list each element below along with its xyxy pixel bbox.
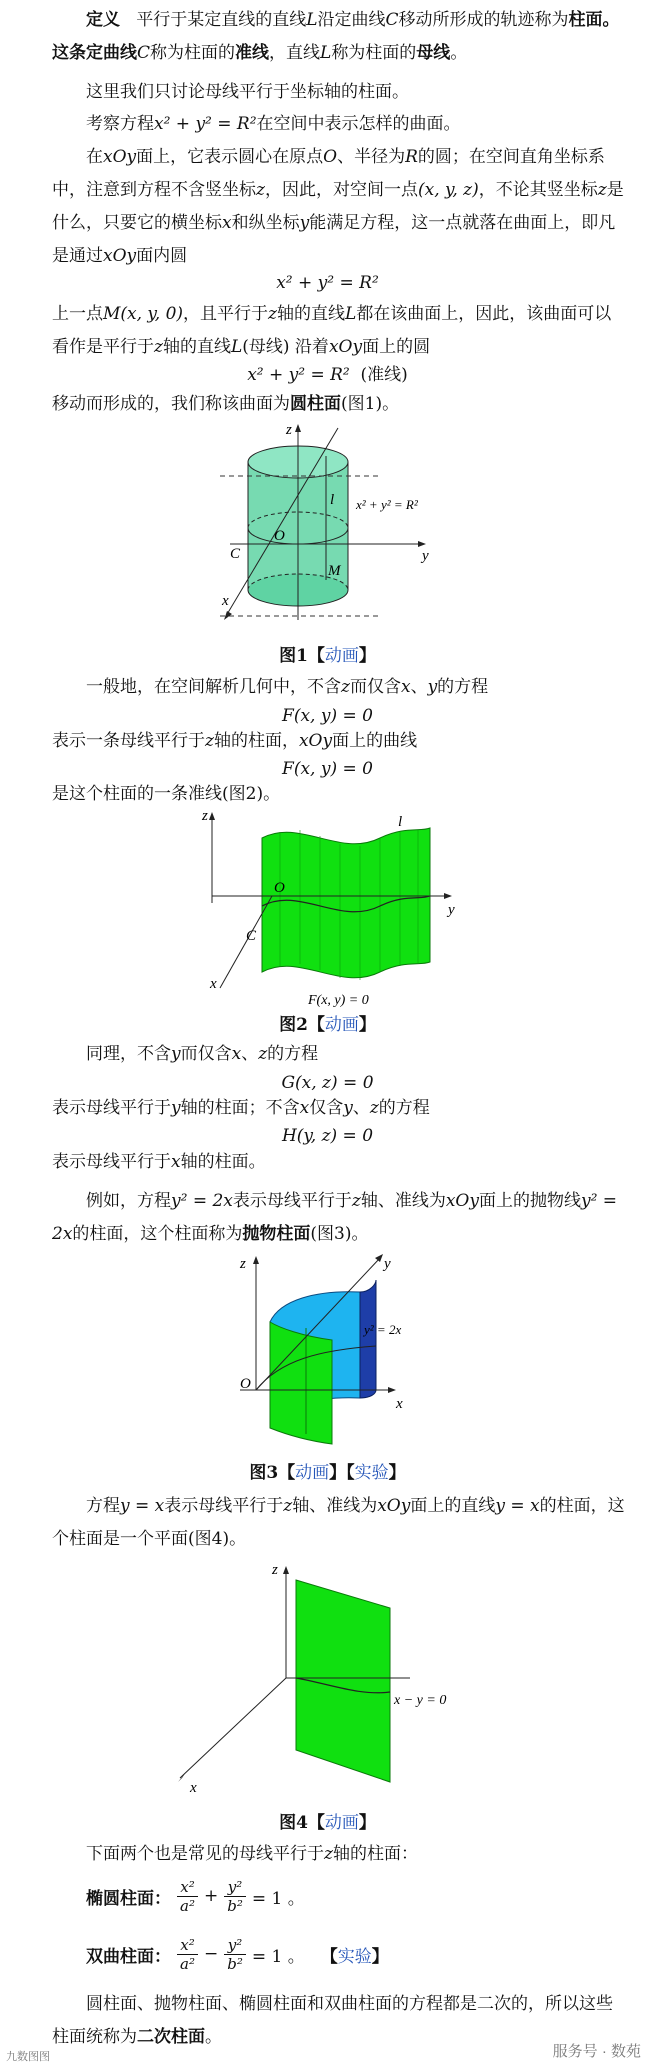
text: 一般地，在空间解析几何中，不含 xyxy=(86,677,341,697)
text: ，因此，对空间一点 xyxy=(264,180,418,200)
animation-link[interactable]: 动画 xyxy=(295,1463,330,1483)
var: x xyxy=(400,677,411,697)
text: 面上的曲线 xyxy=(332,731,418,751)
fig2-surface xyxy=(262,828,430,978)
text: 和纵坐标 xyxy=(231,213,300,233)
figure-1-cylinder xyxy=(200,420,460,640)
var: x xyxy=(231,1044,242,1064)
text: ，且平行于 xyxy=(183,304,269,324)
text: 的方程 xyxy=(437,677,489,697)
text: 在 xyxy=(86,147,103,167)
text: (准线) xyxy=(360,365,408,385)
watermark-left: 九数图图 xyxy=(6,2051,50,2063)
fig3-equation: y² = 2x xyxy=(364,1322,402,1337)
fig4-equation: x − y = 0 xyxy=(394,1693,447,1708)
caption: 图3 xyxy=(249,1463,279,1483)
fig3-right-surface xyxy=(360,1280,376,1398)
equation: G(x, z) = 0 xyxy=(281,1073,374,1093)
var: L xyxy=(345,304,357,324)
figure-4-caption: 图4【动画】 xyxy=(279,1813,376,1833)
figure-3-parabolic-cylinder xyxy=(220,1250,420,1450)
equation: x² + y² = R² xyxy=(154,114,257,134)
fig4-z-label: z xyxy=(272,1562,278,1578)
fraction xyxy=(224,1936,246,1973)
text: 而仅含 xyxy=(180,1044,232,1064)
paragraph xyxy=(52,141,625,273)
var: z xyxy=(597,180,607,200)
paragraph xyxy=(52,1038,625,1071)
text: 表示母线平行于 xyxy=(52,1152,171,1172)
text: ，直线 xyxy=(269,43,321,63)
text: 都在该曲面上，因此，该曲面可以看作是平行于 xyxy=(52,304,612,357)
fraction xyxy=(177,1878,198,1915)
var: z xyxy=(258,1044,268,1064)
term: 圆柱面 xyxy=(290,394,341,414)
figure-1-caption: 图1【动画】 xyxy=(279,646,376,666)
operator: − xyxy=(203,1944,219,1964)
elliptic-cylinder-eq xyxy=(86,1872,305,1920)
text: 同理，不含 xyxy=(86,1044,171,1064)
fig1-equation: x² + y² = R² xyxy=(356,497,418,512)
var: L xyxy=(320,43,332,63)
text: 轴的柱面；不含 xyxy=(180,1098,300,1118)
text: 、 xyxy=(410,677,428,697)
text: 的柱面，这个柱面是一个平面(图4)。 xyxy=(52,1496,625,1549)
paragraph xyxy=(52,1185,625,1251)
var: xOy xyxy=(328,337,363,357)
var: z xyxy=(256,180,265,200)
text: 轴、准线为 xyxy=(360,1191,446,1211)
var: C xyxy=(137,43,151,63)
fig3-O-label: O xyxy=(240,1376,251,1392)
fraction xyxy=(177,1936,198,1973)
text: 表示母线平行于 xyxy=(52,1098,171,1118)
denominator: a² xyxy=(177,1896,198,1915)
var: R xyxy=(405,147,418,167)
fig1-y-label: y xyxy=(422,548,429,564)
equation: y² = 2x xyxy=(52,1191,618,1244)
text: 圆柱面、抛物柱面、椭圆柱面和双曲柱面的方程都是二次的，所以这些柱面统称为 xyxy=(52,1994,613,2047)
experiment-link[interactable]: 实验 xyxy=(337,1946,372,1967)
var: L xyxy=(306,10,318,30)
term-generatrix: 母线 xyxy=(416,43,451,63)
var: z xyxy=(351,1191,361,1211)
equation: x² + y² = R² xyxy=(247,365,350,385)
fig4-x-label: x xyxy=(190,1780,197,1796)
equation: H(y, z) = 0 xyxy=(281,1126,374,1146)
term: 抛物柱面 xyxy=(242,1224,311,1244)
text: 是什么，只要它的横坐标 xyxy=(52,180,624,233)
text: 面上，它表示圆心在原点 xyxy=(136,147,324,167)
text: 称为柱面的 xyxy=(331,43,417,63)
figure-2-caption: 图2【动画】 xyxy=(279,1015,376,1035)
text: 在空间中表示怎样的曲面。 xyxy=(256,114,461,134)
rhs: = 1 。 xyxy=(251,1888,305,1909)
paragraph xyxy=(52,671,625,704)
text: 的方程 xyxy=(378,1098,430,1118)
fig1-z-label: z xyxy=(286,422,292,438)
animation-link[interactable]: 动画 xyxy=(324,1813,359,1833)
text: 考察方程 xyxy=(86,114,154,134)
equation: y = x xyxy=(120,1496,165,1516)
var: xOy xyxy=(445,1191,479,1211)
paragraph xyxy=(52,388,625,421)
denominator: b² xyxy=(224,1954,246,1973)
numerator: x² xyxy=(180,1877,195,1896)
var: x xyxy=(299,1098,310,1118)
var: y xyxy=(171,1044,181,1064)
text: 仅含 xyxy=(309,1098,344,1118)
text: ，不论其竖坐标 xyxy=(478,180,598,200)
fig2-l-label: l xyxy=(398,814,403,830)
var: O xyxy=(323,147,338,167)
numerator: x² xyxy=(180,1935,195,1954)
var: z xyxy=(369,1098,379,1118)
var: x xyxy=(222,213,232,233)
text: 轴的柱面： xyxy=(332,1844,418,1864)
fig2-equation: F(x, y) = 0 xyxy=(308,993,369,1008)
fig3-y-label: y xyxy=(384,1256,391,1272)
text: 表示一条母线平行于 xyxy=(52,731,205,751)
text: 。 xyxy=(450,43,468,63)
paragraph: 这里我们只讨论母线平行于坐标轴的柱面。 xyxy=(86,82,409,102)
caption: 图1 xyxy=(279,646,308,666)
text: 面上的抛物线 xyxy=(478,1191,581,1211)
equation: F(x, y) = 0 xyxy=(282,706,373,726)
denominator: a² xyxy=(177,1954,198,1973)
text: 下面两个也是常见的母线平行于 xyxy=(86,1844,324,1864)
term: 二次柱面 xyxy=(137,2027,205,2047)
text: (母线) 沿着 xyxy=(242,337,329,357)
caption: 图4 xyxy=(279,1813,308,1833)
fig2-z-label: z xyxy=(202,808,208,824)
fig2-x-label: x xyxy=(210,976,217,992)
text: 轴的直线 xyxy=(277,304,346,324)
definition-term: 定义 xyxy=(86,10,120,30)
var: z xyxy=(154,337,163,357)
figure-4-plane xyxy=(190,1560,447,1800)
label: 双曲柱面： xyxy=(86,1946,171,1967)
fig3-z-label: z xyxy=(240,1256,246,1272)
figure-2-cylinder xyxy=(190,808,460,1008)
text: 轴、准线为 xyxy=(292,1496,378,1516)
paragraph xyxy=(52,1146,625,1179)
var: L xyxy=(230,337,243,357)
var: x xyxy=(171,1152,181,1172)
var: xOy xyxy=(377,1496,411,1516)
text: 、 xyxy=(241,1044,259,1064)
text: 称为柱面的 xyxy=(150,43,236,63)
text: 面内圆 xyxy=(136,246,188,266)
term-cylinder: 柱面 xyxy=(568,10,603,30)
text: 上一点 xyxy=(52,304,103,324)
var: xOy xyxy=(103,147,137,167)
var: y xyxy=(343,1098,353,1118)
paragraph xyxy=(52,1092,625,1125)
fig1-C-label: C xyxy=(230,546,241,562)
var: z xyxy=(341,677,350,697)
text: 移动所形成的轨迹称为 xyxy=(398,10,569,30)
fraction xyxy=(224,1878,246,1915)
text: (图1)。 xyxy=(341,394,400,414)
text: 而仅含 xyxy=(349,677,401,697)
paragraph xyxy=(52,725,625,758)
paragraph xyxy=(52,1988,625,2054)
denominator: b² xyxy=(224,1896,246,1915)
watermark-right: 服务号 · 数苑 xyxy=(552,2043,641,2060)
var: xOy xyxy=(298,731,333,751)
paragraph xyxy=(52,1838,625,1871)
text: 。这条定曲线 xyxy=(52,10,620,63)
equation-H xyxy=(0,1124,655,1148)
definition-paragraph xyxy=(52,4,625,70)
text: 面上的直线 xyxy=(410,1496,496,1516)
fig1-x-label: x xyxy=(222,593,229,609)
fig1-O-label: O xyxy=(274,528,285,544)
text: 轴的柱面。 xyxy=(180,1152,266,1172)
equation: x² + y² = R² xyxy=(276,273,379,293)
fig1-M-label: M xyxy=(328,563,341,579)
text: 表示母线平行于 xyxy=(164,1496,284,1516)
experiment-link[interactable]: 实验 xyxy=(354,1463,389,1483)
var: y xyxy=(299,213,310,233)
text: 、半径为 xyxy=(337,147,406,167)
equation: F(x, y) = 0 xyxy=(282,759,373,779)
text: 例如，方程 xyxy=(86,1191,171,1211)
figure-3-caption: 图3【动画】【实验】 xyxy=(249,1463,406,1483)
fig3-x-label: x xyxy=(396,1396,403,1412)
var: z xyxy=(324,1844,333,1864)
text: 面上的圆 xyxy=(362,337,431,357)
text: 平行于某定直线的直线 xyxy=(136,10,307,30)
text: 移动而形成的，我们称该曲面为 xyxy=(52,394,290,414)
equation-directrix xyxy=(0,362,655,388)
var: M(x, y, 0) xyxy=(103,304,184,324)
text: 的柱面，这个柱面称为 xyxy=(72,1224,243,1244)
text: 表示母线平行于 xyxy=(232,1191,352,1211)
rhs: = 1 。 xyxy=(251,1946,305,1967)
fig2-C-label: C xyxy=(246,928,257,944)
numerator: y² xyxy=(227,1877,243,1896)
operator: + xyxy=(203,1886,219,1906)
fig1-l-label: l xyxy=(330,492,335,508)
fig2-y-label: y xyxy=(448,902,455,918)
hyperbolic-cylinder-eq: 双曲柱面： $\frac{\text{x²}}{\text{a²}}$ − $\frac{\text{y²}}{\text{b²}}$ = 1 。 【实验】 xyxy=(86,1935,389,1973)
var: xOy xyxy=(103,246,137,266)
var: z xyxy=(268,304,278,324)
term-directrix: 准线 xyxy=(235,43,270,63)
fig2-O-label: O xyxy=(274,880,285,896)
var: y xyxy=(427,677,438,697)
var: C xyxy=(385,10,399,30)
fig4-x-axis xyxy=(180,1678,286,1778)
fig3-front-surface xyxy=(270,1322,332,1444)
paragraph xyxy=(52,298,625,364)
var: z xyxy=(283,1496,293,1516)
equation: y = x xyxy=(495,1496,540,1516)
paragraph: 是这个柱面的一条准线(图2)。 xyxy=(52,784,281,804)
text: 、 xyxy=(352,1098,370,1118)
animation-link[interactable]: 动画 xyxy=(324,646,359,666)
text: 的圆；在空间直角坐标系中，注意到方程不含竖坐标 xyxy=(52,147,605,200)
equation-circle xyxy=(0,270,655,296)
equation: y² = 2x xyxy=(171,1191,233,1211)
var: (x, y, z) xyxy=(417,180,479,200)
label: 椭圆柱面： xyxy=(86,1888,171,1909)
text: 。 xyxy=(205,2027,222,2047)
text: 的方程 xyxy=(267,1044,319,1064)
caption: 图2 xyxy=(279,1015,308,1035)
var: z xyxy=(205,731,214,751)
animation-link[interactable]: 动画 xyxy=(324,1015,359,1035)
var: y xyxy=(171,1098,181,1118)
paragraph xyxy=(52,108,625,141)
paragraph xyxy=(52,1490,625,1556)
text: 轴的直线 xyxy=(162,337,231,357)
text: 沿定曲线 xyxy=(317,10,386,30)
text: (图3)。 xyxy=(310,1224,369,1244)
text: 能满足方程，这一点就落在曲面上，即凡是通过 xyxy=(52,213,616,266)
numerator: y² xyxy=(227,1935,243,1954)
text: 轴的柱面， xyxy=(213,731,299,751)
text: 方程 xyxy=(86,1496,120,1516)
